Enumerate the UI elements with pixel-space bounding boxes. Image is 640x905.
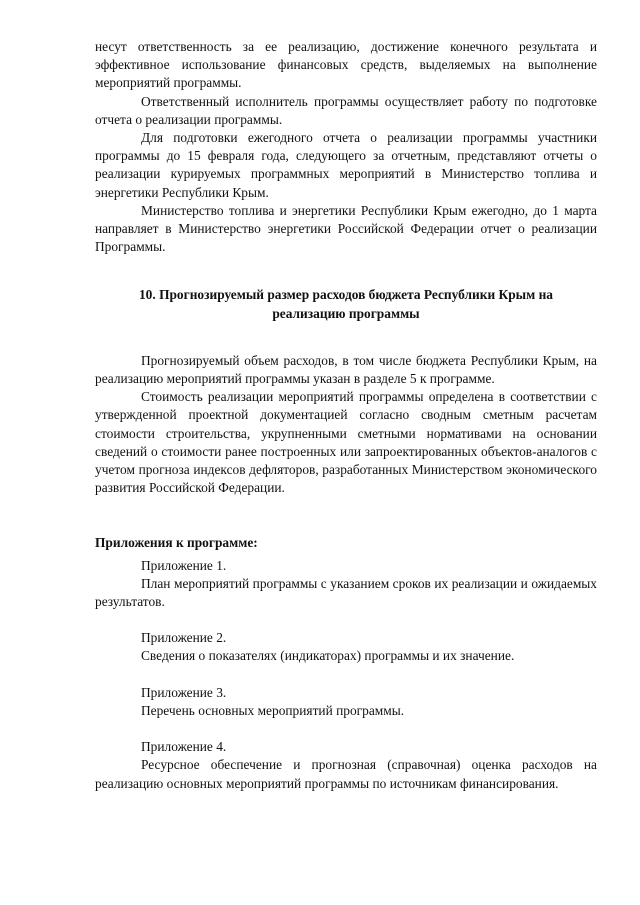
paragraph-ministry-report: Министерство топлива и энергетики Республики Крым ежегодно, до 1 марта направляет в Министерство энергетики Российской Федерации отчет о реализации Программы. — [95, 202, 597, 255]
appendix-title: Приложение 1. — [141, 557, 227, 573]
appendix-2 — [95, 629, 597, 665]
appendix-title: Приложение 2. — [141, 630, 227, 646]
paragraph-cost-determination: Стоимость реализации мероприятий программы определена в соответствии с утвержденной проектной документацией согласно сводным сметным расчетам стоимости строительства, укрупненными сметными нормативами на основании сведений о стоимости ранее построенных или запроектированных объектов-аналогов с учетом прогноза индексов дефляторов, разработанных Министерством экономического развития Российской Федерации. — [95, 389, 597, 496]
appendix-3 — [95, 684, 597, 720]
paragraph-report-preparation: Ответственный исполнитель программы осуществляет работу по подготовке отчета о реализации программы. — [95, 93, 597, 127]
appendix-description: Перечень основных мероприятий программы. — [141, 702, 405, 718]
paragraph-responsibility: несут ответственность за ее реализацию, достижение конечного результата и эффективное использование финансовых средств, выделяемых на выполнение мероприятий программы. — [95, 39, 597, 91]
appendix-description: План мероприятий программы с указанием сроков их реализации и ожидаемых результатов. — [95, 575, 597, 610]
paragraph-participants-reports: Для подготовки ежегодного отчета о реализации программы участники программы до 15 февраля года, следующего за отчетным, представляют отчеты о реализации курируемых программных мероприятий в Министерство топлива и энергетики Республики Крым. — [95, 130, 597, 200]
appendix-1 — [95, 557, 597, 612]
document-page — [95, 38, 597, 793]
paragraph-expense-volume: Прогнозируемый объем расходов, в том числе бюджета Республики Крым, на реализацию мероприятий программы указан в разделе 5 к программе. — [95, 352, 597, 387]
appendix-title: Приложение 4. — [141, 739, 227, 755]
appendix-title: Приложение 3. — [141, 684, 227, 700]
appendix-description: Сведения о показателях (индикаторах) программы и их значение. — [141, 648, 515, 664]
appendix-4 — [95, 738, 597, 793]
appendices-heading: Приложения к программе: — [95, 535, 258, 551]
section-heading: 10. Прогнозируемый размер расходов бюджета Республики Крым на реализацию программы — [138, 287, 554, 321]
appendix-description: Ресурсное обеспечение и прогнозная (справочная) оценка расходов на реализацию основных мероприятий программы по источникам финансирования. — [95, 757, 597, 791]
